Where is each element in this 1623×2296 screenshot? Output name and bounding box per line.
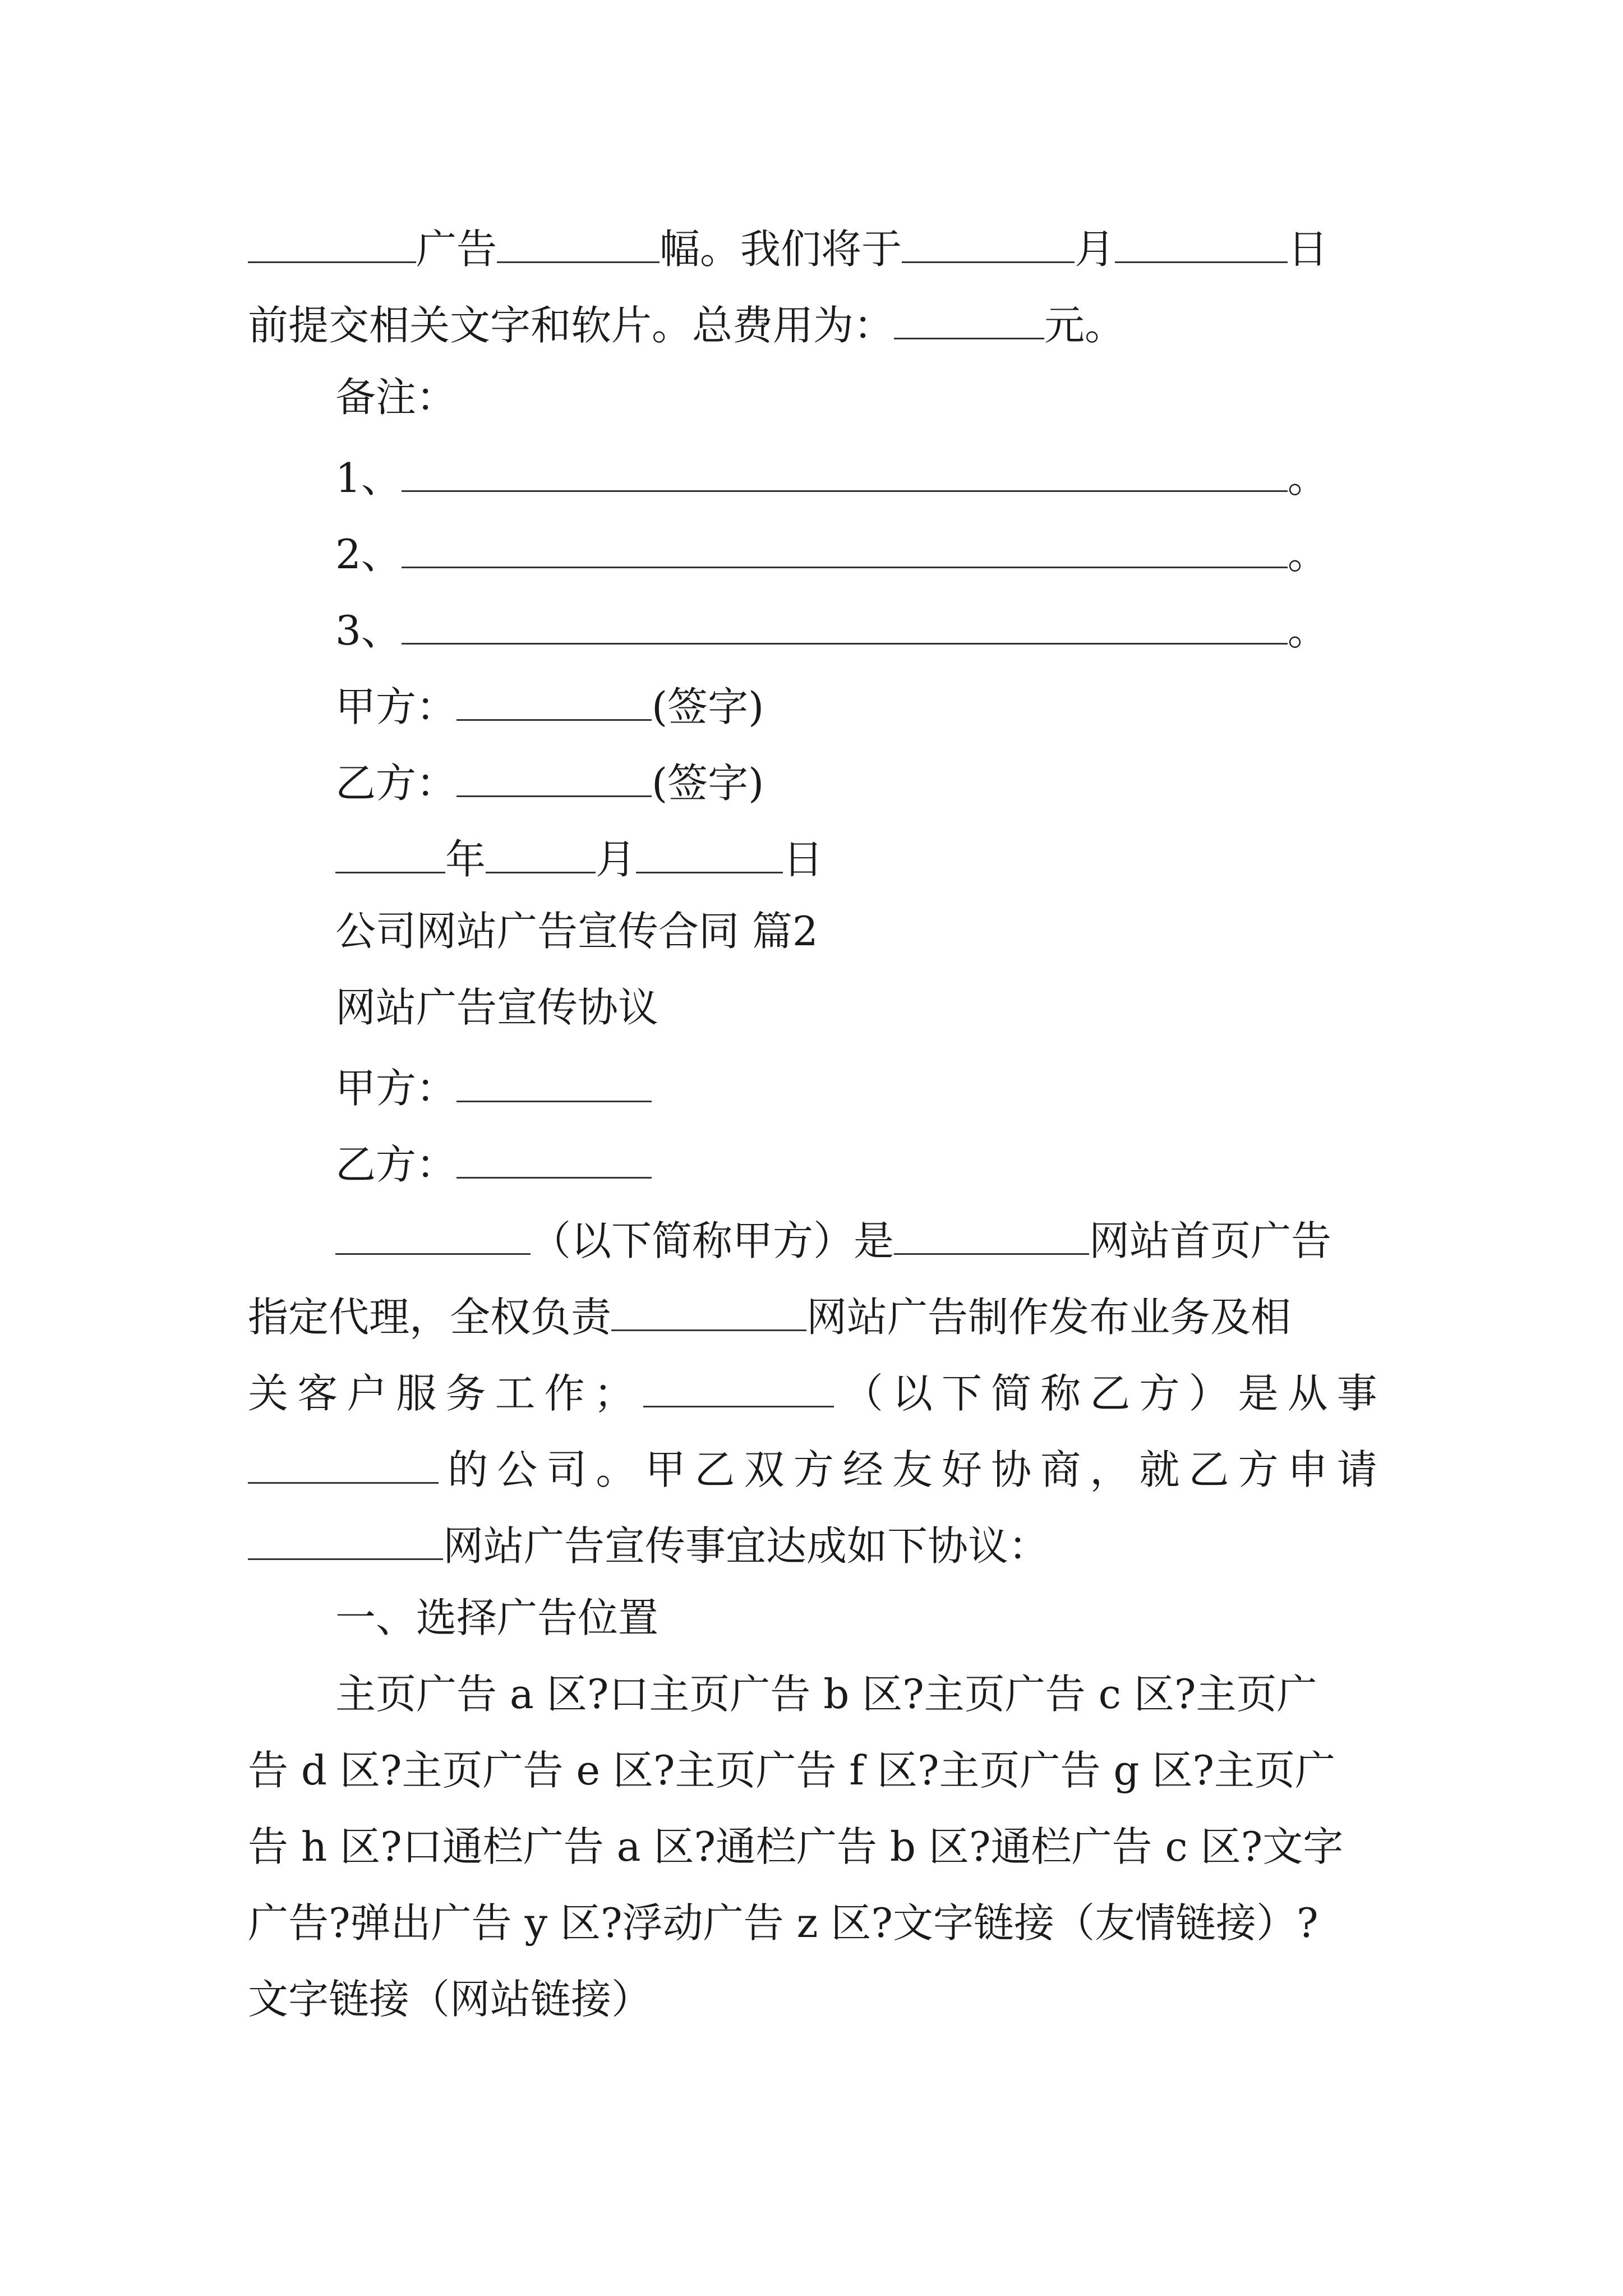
year-label: 年 [445, 836, 486, 883]
section-heading [335, 908, 818, 955]
para-1-line-2 [248, 1292, 1292, 1341]
char: 方 [793, 1446, 834, 1493]
char: 请 [1336, 1446, 1377, 1493]
year-blank [335, 835, 445, 873]
text-segment: 前提交相关文字和软片。总费用为： [248, 302, 895, 349]
char: 事 [1336, 1370, 1377, 1417]
day-label: 日 [783, 836, 824, 883]
text-segment: 网站广告宣传事宜达成如下协议： [443, 1522, 1049, 1570]
char: 就 [1139, 1446, 1180, 1493]
char: 双 [744, 1446, 785, 1493]
clause-title-text: 一、选择广告位置 [335, 1594, 659, 1641]
char: 关 [248, 1370, 289, 1417]
party-label: 甲方： [335, 683, 457, 730]
char: 服 [396, 1370, 437, 1417]
signature-note: (签字) [652, 683, 764, 730]
party-label: 乙方： [335, 1141, 457, 1188]
char: 乙 [1188, 1446, 1229, 1493]
char: 经 [842, 1446, 883, 1493]
party-b-blank [457, 1140, 652, 1179]
clause-1-title [335, 1594, 659, 1641]
blank-field [894, 301, 1044, 339]
party-b-line [335, 1140, 652, 1188]
char: 务 [445, 1370, 486, 1417]
clause-1-line-5 [248, 1976, 652, 2023]
blank-field [611, 1292, 806, 1331]
day-blank [636, 835, 783, 873]
char: 乙 [1090, 1370, 1131, 1417]
remarks-label [335, 374, 457, 421]
party-a-blank [457, 1064, 652, 1102]
text-segment: 日 [1288, 226, 1329, 273]
char: ； [593, 1370, 634, 1417]
char: 。 [596, 1446, 637, 1493]
body-line-1 [248, 224, 1329, 273]
blank-field [248, 1445, 439, 1484]
text-segment: 元。 [1044, 302, 1126, 349]
date-line [335, 835, 824, 883]
body-line-2 [248, 301, 1126, 349]
char: 户 [347, 1370, 388, 1417]
char: 商 [1040, 1446, 1081, 1493]
text-segment: 指定代理，全权负责 [248, 1294, 612, 1341]
char: 从 [1287, 1370, 1328, 1417]
signature-blank [457, 682, 652, 721]
clause-text: 广告?弹出广告 y 区?浮动广告 z 区?文字链接（友情链接）? [248, 1899, 1318, 1947]
remark-item-2 [335, 530, 1328, 578]
char: 司 [546, 1446, 587, 1493]
char: 客 [297, 1370, 338, 1417]
char: 甲 [645, 1446, 686, 1493]
remarks-label-text: 备注： [335, 374, 457, 421]
char: 以 [892, 1370, 933, 1417]
month-label: 月 [596, 836, 637, 883]
clause-1-line-4 [248, 1899, 1318, 1947]
blank-field [1115, 224, 1288, 263]
signature-blank [457, 758, 652, 797]
signature-party-a [335, 682, 764, 730]
clause-text: 文字链接（网站链接） [248, 1976, 652, 2023]
remark-end: 。 [1287, 454, 1328, 501]
party-a-line [335, 1064, 652, 1112]
text-segment: 网站首页广告 [1089, 1217, 1332, 1264]
char: 申 [1287, 1446, 1328, 1493]
char: 简 [991, 1370, 1032, 1417]
text-segment: 月 [1075, 226, 1115, 273]
char: 的 [448, 1446, 488, 1493]
char: 下 [942, 1370, 983, 1417]
char: 方 [1238, 1446, 1279, 1493]
para-1-line-4 [248, 1445, 1377, 1493]
blank-field [335, 1216, 531, 1255]
char: ） [1188, 1370, 1229, 1417]
char: 协 [991, 1446, 1032, 1493]
char: 友 [892, 1446, 933, 1493]
agreement-title-text: 网站广告宣传协议 [335, 984, 659, 1031]
text-segment: 幅。我们将于 [660, 226, 902, 273]
char: 是 [1238, 1370, 1279, 1417]
blank-field [643, 1369, 834, 1407]
blank-field [248, 224, 416, 263]
remark-item-1 [335, 453, 1328, 501]
signature-party-b [335, 758, 764, 807]
text-segment: 网站广告制作发布业务及相 [806, 1294, 1292, 1341]
party-label: 乙方： [335, 760, 457, 807]
clause-text: 告 d 区?主页广告 e 区?主页广告 f 区?主页广告 g 区?主页广 [248, 1747, 1335, 1794]
char: 乙 [694, 1446, 735, 1493]
clause-text: 主页广告 a 区?口主页广告 b 区?主页广告 c 区?主页广 [335, 1671, 1317, 1718]
text-segment: （以下简称甲方）是 [531, 1217, 895, 1264]
section-heading-text: 公司网站广告宣传合同 篇2 [335, 908, 818, 955]
char: 称 [1040, 1370, 1081, 1417]
party-label: 甲方： [335, 1065, 457, 1112]
para-1-line-1 [335, 1216, 1332, 1264]
char: 方 [1139, 1370, 1180, 1417]
char: ， [1090, 1446, 1131, 1493]
blank-field [402, 453, 1288, 492]
para-1-line-5 [248, 1521, 1049, 1570]
remark-number: 1、 [335, 454, 402, 501]
signature-note: (签字) [652, 760, 764, 807]
remark-end: 。 [1287, 531, 1328, 578]
blank-field [248, 1521, 443, 1560]
char: 好 [942, 1446, 983, 1493]
blank-field [402, 606, 1288, 645]
remark-item-3 [335, 606, 1328, 654]
text-segment: 广告 [416, 226, 497, 273]
clause-1-line-2 [248, 1747, 1335, 1794]
blank-field [894, 1216, 1089, 1255]
char: 作 [544, 1370, 585, 1417]
char: 公 [497, 1446, 538, 1493]
month-blank [486, 835, 596, 873]
remark-number: 3、 [335, 607, 402, 654]
char: （ [842, 1370, 883, 1417]
char: 工 [495, 1370, 536, 1417]
blank-field [402, 530, 1288, 568]
clause-1-line-3 [248, 1823, 1344, 1870]
agreement-title [335, 984, 659, 1031]
para-1-line-3 [248, 1369, 1377, 1417]
blank-field [902, 224, 1075, 263]
remark-end: 。 [1287, 607, 1328, 654]
remark-number: 2、 [335, 531, 402, 578]
clause-1-line-1 [335, 1671, 1317, 1718]
blank-field [497, 224, 660, 263]
clause-text: 告 h 区?口通栏广告 a 区?通栏广告 b 区?通栏广告 c 区?文字 [248, 1823, 1344, 1870]
